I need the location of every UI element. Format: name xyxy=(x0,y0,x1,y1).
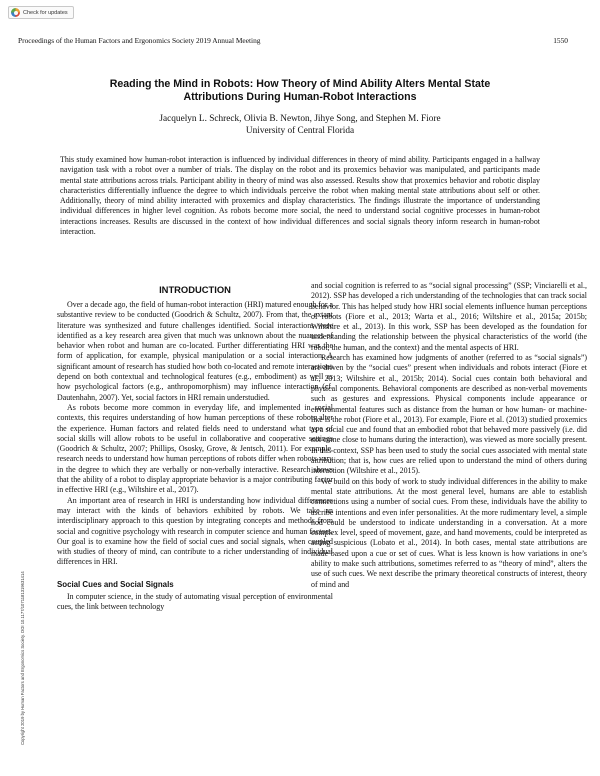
page-number: 1550 xyxy=(553,36,568,45)
paper-title: Reading the Mind in Robots: How Theory of Mind Ability Alters Mental State Attributions During Human-Robot Interactions xyxy=(109,78,491,103)
left-column xyxy=(57,284,333,612)
social-cues-heading: Social Cues and Social Signals xyxy=(57,579,174,589)
author-block xyxy=(60,114,540,137)
abstract: This study examined how human-robot interaction is influenced by individual differences in theory of mind ability. Participants engaged in a hallway navigation task with a robot over a number of trials. The display on the robot and its proxemics behavior was manipulated, and participants made mental state attributions across trials. Participant ability in theory of mind was also assessed. Results show that proxemics behavior and robotic display characteristics differentially influence the degree to which individuals perceive the robot when making mental state attributions about self or other. Additionally, theory of mind ability interacted with proxemics and display characteristics. The findings illustrate the importance of understanding individual differences in higher level cognition. As robots become more social, the need to understand social cognitive processes in human-robot interactions increases. Results are discussed in the context of how individual differences and social signals theory inform research in human-robot interaction. xyxy=(60,155,540,237)
right-paragraph-3: We build on this body of work to study individual differences in the ability to make mental state attributions. At the most general level, humans are able to establish connections using a number of social cues. From these, individuals have the ability to ascribe intentions and even infer personalities. At the more rudimentary level, a simple nod could be understood to indicate understanding in a conversation. At a more complex level, speed of movement, gaze, and hand movements, could be interpreted as acting suspicious (Lobato et al., 2014). In both cases, mental state attributions are made based upon a cue or set of cues. What is less known is how variations in one’s ability to make such attributions, sometimes referred to as “theory of mind”, alters the use of such cues. We next describe the primary theoretical constructs of interest, theory of mind and xyxy=(311,476,587,589)
right-column xyxy=(311,281,587,590)
right-paragraph-1: and social cognition is referred to as “social signal processing” (SSP; Vinciarelli et al., 2012). SSP has developed a rich understanding of the technologies that can track social behavior. This has helped study how HRI social elements influence human perceptions of robots (Fiore et al., 2013; Warta et al., 2016; Wiltshire et al., 2015a; 2015b; Wiltshire et al., 2013). In this work, SSP has been developed as the foundation for understanding the relationship between the physical characteristics of the world (the robot, the human, and the context) and the mental aspects of HRI. xyxy=(311,281,587,352)
author-list: Jacquelyn L. Schreck, Olivia B. Newton, Jihye Song, and Stephen M. Fiore xyxy=(159,114,441,124)
check-for-updates-label: Check for updates xyxy=(23,9,68,16)
intro-paragraph-2: As robots become more common in everyday life, and implemented in social contexts, this requires understanding of how human perceptions of these robots alter the experience. Human factors and related fields need to understand what type of social skills will allow robots to be useful in collaborative and cooperative settings (Goodrich & Schultz, 2007; Phillips, Ososky, Grove, & Jentsch, 2011). For example, research needs to understand how human perceptions of robots differ when robots vary in the degree to which they are verbally or non-verbally interactive. Research shows that the ability of a robot to display appropriate behavior is a major contributing factor in effective HRI (e.g., Wiltshire et al., 2017). xyxy=(57,402,333,495)
check-updates-icon xyxy=(11,8,20,17)
running-header xyxy=(18,36,568,45)
right-paragraph-2: Research has examined how judgments of another (referred to as “social signals”) are driven by the “social cues” present when individuals and robots interact (Fiore et al., 2013; Wiltshire et al., 2015b; 2014). Social cues contain both behavioral and physical components. Behavioral components are described as non-verbal movements such as gestures and expressions. Physical components include appearance or environmental features such as distance from the human or how human- or machine-like is the robot (Fiore et al., 2013). For example, Fiore et al. (2013) studied proxemics as a social cue and found that an embodied robot that behaved more passively (i.e. did not come close to humans during the interaction), was viewed as more socially present. In this context, SSP has been used to study the social cues associated with mental state attribution; that is, how cues are relied upon to understand the mind of others during interaction (Wiltshire et al., 2015). xyxy=(311,353,587,476)
social-cues-paragraph-1: In computer science, in the study of automating visual perception of environmental cues, the link between technology xyxy=(57,591,333,612)
intro-paragraph-3: An important area of research in HRI is understanding how individual differences may interact with the kinds of behaviors exhibited by robots. We take an interdisciplinary approach to this question by integrating concepts and methods from social and cognitive psychology with research in computer science and human factors. Our goal is to examine how the field of social cues and social signals, when coupled with studies of theory of mind, can contribute to a richer understanding of individual differences in HRI. xyxy=(57,495,333,567)
journal-name: Proceedings of the Human Factors and Ergonomics Society 2019 Annual Meeting xyxy=(18,36,261,45)
affiliation: University of Central Florida xyxy=(245,125,355,136)
copyright-margin-note: Copyright 2019 by Human Factors and Ergonomics Society. DOI 10.1177/1071181319631414 xyxy=(20,571,25,745)
check-for-updates-badge[interactable] xyxy=(8,6,74,19)
introduction-heading: INTRODUCTION xyxy=(159,284,231,295)
intro-paragraph-1: Over a decade ago, the field of human-robot interaction (HRI) matured enough for a substantive review to be conducted (Goodrich & Schultz, 2007). From that, the extant literature was synthesized and future challenges identified. Social interactions were identified as a key research area given that much was unknown about the nuances of behavior when robot and human are co-located. Further differentiating HRI was the form of application, for example, physical manipulation or a social interaction. A significant amount of research has studied how both co-located and remote interactions depend on both contextual and technological features (e.g., embodiment) as well as how psychological factors (e.g., anthropomorphism) may influence interaction (cf. Dautenhahn, 2007). Yet, social factors in HRI remain understudied. xyxy=(57,300,333,402)
